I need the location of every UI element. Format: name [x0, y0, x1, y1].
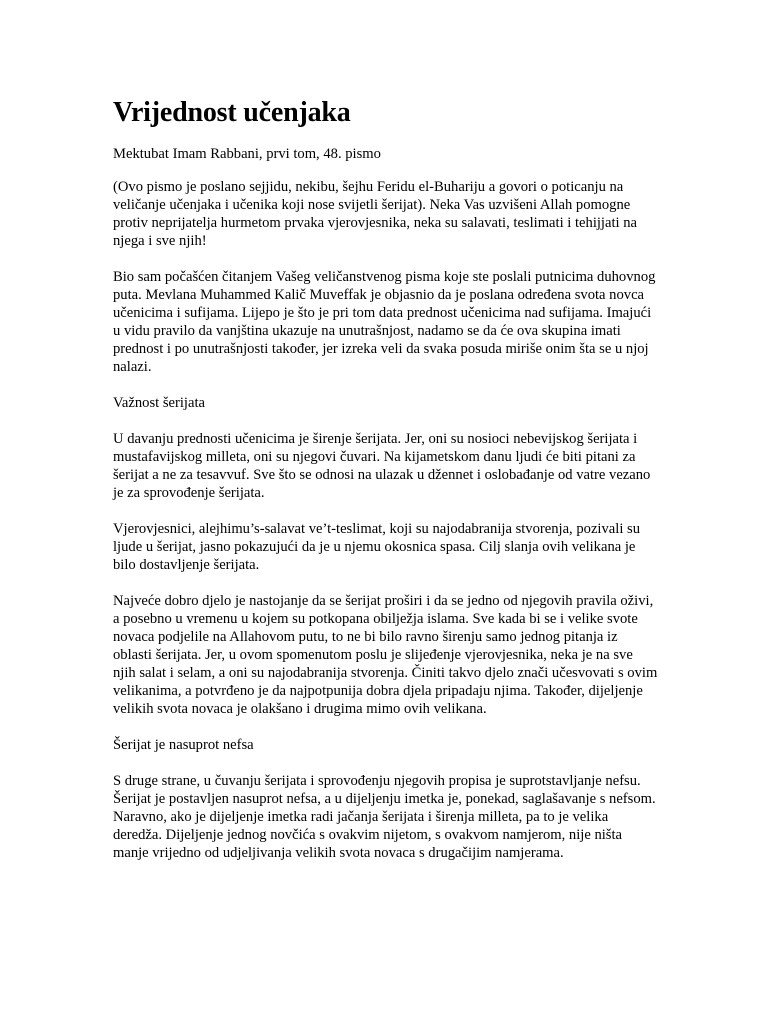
paragraph-letter: Bio sam počašćen čitanjem Vašeg veličanstvenog pisma koje ste poslali putnicima duhovnog puta. Mevlana Muhammed Kalič Muveffak je objasnio da je poslana određena svota novca učenicima i sufijama. Lijepo je što je pri tom data prednost učenicima nad sufijama. Imajući u vidu pravilo da vanjština ukazuje na unutrašnjost, nadamo se da će ova skupina imati prednost i po unutrašnjosti također, jer izreka veli da svaka posuda miriše onim šta se u njoj nalazi. — [113, 269, 656, 375]
section-heading-nefs: Šerijat je nasuprot nefsa — [113, 737, 254, 753]
paragraph-prophets: Vjerovjesnici, alejhimu’s-salavat ve’t-teslimat, koji su najodabranija stvorenja, pozivali su ljude u šerijat, jasno pokazujući da je u njemu okosnica spasa. Cilj slanja ovih velikana je bilo dostavljenje šerijata. — [113, 521, 640, 573]
document-subtitle: Mektubat Imam Rabbani, prvi tom, 48. pismo — [113, 146, 381, 162]
paragraph-importance: U davanju prednosti učenicima je širenje šerijata. Jer, oni su nosioci nebevijskog šerijata i mustafavijskog milleta, oni su njegovi čuvari. Na kijametskom danu ljudi će biti pitani za šerijat a ne za tesavvuf. Sve što se odnosi na ulazak u džennet i oslobađanje od vatre vezano je za sprovođenje šerijata. — [113, 431, 651, 501]
paragraph-greatest-deed: Najveće dobro djelo je nastojanje da se šerijat proširi i da se jedno od njegovih pravila oživi, a posebno u vremenu u kojem su potkopana obilježja islama. Sve kada bi se i velike svote novaca podjelile na Allahovom putu, to ne bi bilo ravno širenju samo jednog pitanja iz oblasti šerijata. Jer, u ovom spomenutom poslu je slijeđenje vjerovjesnika, neka je na sve njih salat i selam, a oni su najodabranija stvorenja. Činiti takvo djelo znači učesvovati s ovim velikanima, a potvrđeno je da najpotpunija dobra djela pripadaju njima. Također, dijeljenje velikih svota novaca je olakšano i drugima mimo ovih velikana. — [113, 593, 658, 717]
paragraph-nefs: S druge strane, u čuvanju šerijata i sprovođenju njegovih propisa je suprotstavljanje nefsu. Šerijat je postavljen nasuprot nefsa, a u dijeljenju imetka je, ponekad, saglašavanje s nefsom. Naravno, ako je dijeljenje imetka radi jačanja šerijata i širenja milleta, pa to je velika deredža. Dijeljenje jednog novčića s ovakvim nijetom, s ovakvom namjerom, nije ništa manje vrijedno od udjeljivanja velikih svota novaca s drugačijim namjerama. — [113, 773, 656, 861]
document-page — [113, 95, 658, 880]
section-heading-importance: Važnost šerijata — [113, 395, 205, 411]
page-title: Vrijednost učenjaka — [113, 97, 351, 128]
paragraph-intro: (Ovo pismo je poslano sejjidu, nekibu, šejhu Feridu el-Buhariju a govori o poticanju na veličanje učenjaka i učenika koji nose svijetli šerijat). Neka Vas uzvišeni Allah pomogne protiv neprijatelja hurmetom prvaka vjerovjesnika, neka su salavati, teslimati i tehijjati na njega i sve njih! — [113, 179, 637, 249]
